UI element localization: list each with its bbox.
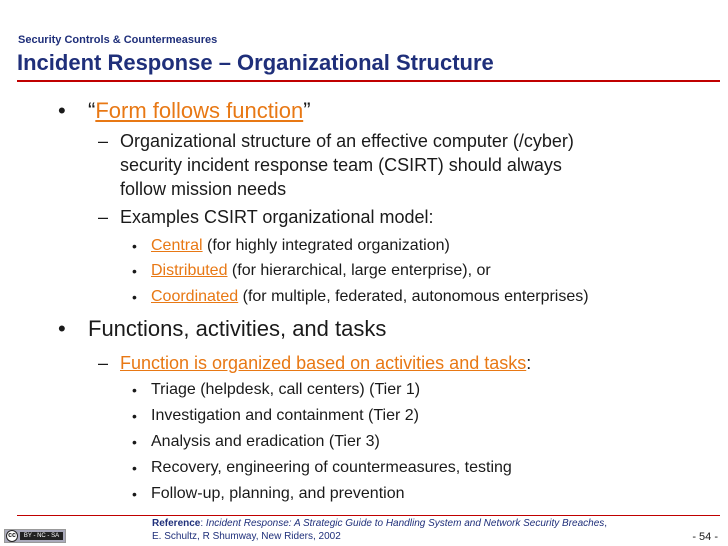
bullet-dot: • (132, 289, 137, 305)
page-number: - 54 - (692, 531, 718, 543)
bullet-dot: • (132, 434, 137, 450)
reference-sep: : (200, 518, 206, 529)
tier-text: Follow-up, planning, and prevention (151, 485, 405, 502)
slide-pretitle: Security Controls & Countermeasures (18, 34, 218, 46)
bullet-dot: • (132, 486, 137, 502)
slide-title: Incident Response – Organizational Structure (17, 50, 494, 75)
open-quote: “ (88, 98, 96, 123)
footer-divider (17, 515, 720, 516)
bullet-dot: • (132, 263, 137, 279)
bullet-dot: • (132, 408, 137, 424)
bullet-dot: • (132, 382, 137, 398)
form-follows-function-link[interactable]: Form follows function (95, 98, 304, 123)
close-quote: ” (303, 98, 311, 123)
org-structure-line-2: security incident response team (CSIRT) should always (120, 155, 562, 175)
reference-line-2: E. Schultz, R Shumway, New Riders, 2002 (152, 531, 341, 542)
reference-label: Reference (152, 518, 201, 529)
cc-icon: cc (6, 530, 18, 542)
dash: – (98, 131, 109, 151)
model-central-link[interactable]: Central (151, 237, 203, 254)
bullet-dot: • (132, 460, 137, 476)
functions-text: Functions, activities, and tasks (88, 316, 387, 341)
tier-text: Triage (helpdesk, call centers) (Tier 1) (151, 381, 421, 398)
model-distributed-link[interactable]: Distributed (151, 262, 228, 279)
reference-comma: , (604, 518, 608, 529)
model-central-desc: (for highly integrated organization) (202, 237, 450, 254)
tier-text: Recovery, engineering of countermeasures, testing (151, 459, 512, 476)
tier-text: Analysis and eradication (Tier 3) (151, 433, 380, 450)
model-coordinated-link[interactable]: Coordinated (151, 288, 239, 305)
examples-text: Examples CSIRT organizational model: (120, 207, 434, 227)
function-organized-colon: : (526, 353, 532, 373)
model-distributed-desc: (for hierarchical, large enterprise), or (227, 262, 491, 279)
org-structure-line-3: follow mission needs (120, 179, 287, 199)
bullet-dot: • (58, 316, 66, 341)
bullet-dot: • (132, 238, 137, 254)
title-divider (17, 80, 720, 82)
org-structure-line-1: Organizational structure of an effective computer (/cyber) (120, 131, 574, 151)
dash: – (98, 207, 109, 227)
function-organized-link[interactable]: Function is organized based on activities and tasks (120, 353, 527, 373)
reference-line-1 (152, 518, 607, 529)
bullet-dot: • (58, 98, 66, 123)
license-text: BY - NC - SA (20, 532, 63, 540)
model-coordinated-desc: (for multiple, federated, autonomous enterprises) (238, 288, 589, 305)
tier-text: Investigation and containment (Tier 2) (151, 407, 419, 424)
reference-title: Incident Response: A Strategic Guide to Handling System and Network Security Breaches (205, 518, 605, 529)
creative-commons-badge[interactable] (4, 529, 66, 543)
dash: – (98, 353, 109, 373)
